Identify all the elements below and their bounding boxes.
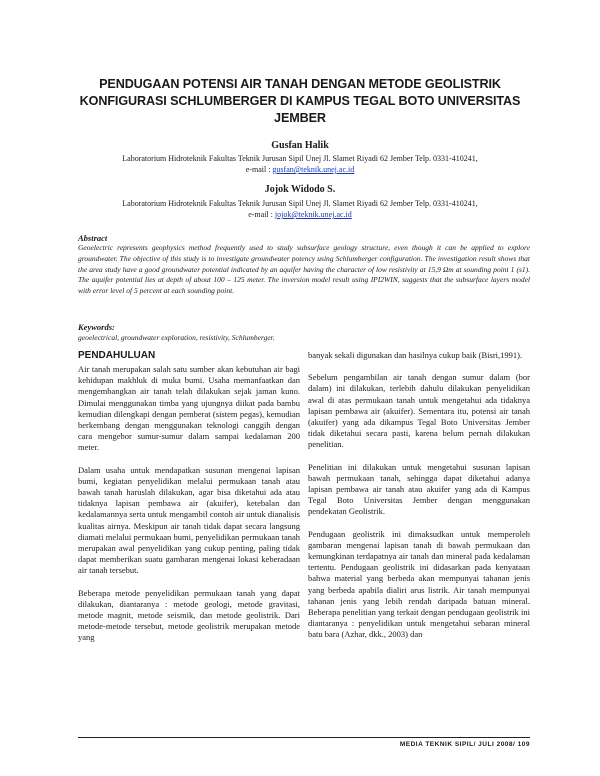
affiliation-text-1: Laboratorium Hidroteknik Fakultas Teknik Jurusan Sipil Unej Jl. Slamet Riyadi 62 Jember Telp. 0331-410241,	[122, 154, 478, 163]
body-paragraph: Beberapa metode penyelidikan permukaan tanah yang dapat dilakukan, diantaranya : metode geologi, metode gravitasi, metode magnit, metode seismik, dan metode geolistrik. Dari metode-metode tersebut, metode geolistrik merupakan metode yang	[78, 587, 300, 643]
footer-text: MEDIA TEKNIK SIPIL/ JULI 2008/ 109	[399, 741, 530, 748]
email-link-1[interactable]: gusfan@teknik.unej.ac.id	[272, 165, 355, 174]
author-name-1: Gusfan Halik	[271, 140, 329, 151]
keywords-text: geoelectrical, groundwater exploration, resistivity, Schlumberger.	[78, 333, 275, 342]
email-link-2[interactable]: jojok@teknik.unej.ac.id	[274, 210, 352, 219]
author-name-2: Jojok Widodo S.	[264, 184, 336, 195]
abstract-heading: Abstract	[78, 233, 108, 243]
body-paragraph: banyak sekali digunakan dan hasilnya cukup baik (Bisri,1991).	[308, 350, 523, 360]
paper-title: PENDUGAAN POTENSI AIR TANAH DENGAN METODE GEOLISTRIK KONFIGURASI SCHLUMBERGER DI KAMPUS TEGAL BOTO UNIVERSITAS JEMBER	[79, 77, 521, 125]
affiliation-text-2: Laboratorium Hidroteknik Fakultas Teknik Jurusan Sipil Unej Jl. Slamet Riyadi 62 Jember Telp. 0331-410241,	[122, 199, 478, 208]
abstract-text: Geoelectric represents geophysics method frequently used to study subsurface geology structure, even though it can be applied to explore groundwater. The objective of this study is to investigate groundwater potency using Schlumberger configuration. The investigation result shows that the area study have a good groundwater potential indicated by an aquifer having the character of low resistivity at 15,9 Ωm at sounding point 1 (s1). The aquifer potential lies at depth of about 100 – 125 meter. The inversion model result using IPI2WIN, suggests that the subsurface layers model with error level of 5 percent at each sounding point.	[78, 243, 530, 296]
keywords-heading: Keywords:	[78, 322, 115, 332]
email-label-1: e-mail :	[245, 165, 273, 174]
body-paragraph: Pendugaan geolistrik ini dimaksudkan untuk memperoleh gambaran mengenai lapisan tanah di bawah permukaan dan kemungkinan terdapatnya air tanah dan mineral pada kedalaman tertentu. Pendugaan geolistrik ini didasarkan pada kenyataan bahwa material yang berbeda akan mempunyai tahanan jenis yang berbeda apabila dialiri arus listrik. Air tanah mempunyai tahanan jenis yang lebih rendah daripada batuan mineral. Beberapa penelitian yang terkait dengan pendugaan geolistrik ini diantaranya : penyelidikan untuk mengetahui sebaran mineral batu bara (Azhar, dkk., 2003) dan	[308, 528, 530, 640]
body-paragraph: Dalam usaha untuk mendapatkan susunan mengenai lapisan bumi, kegiatan penyelidikan melalui permukaan tanah atau bawah tanah haruslah dilakukan, agar bisa diketahui ada atau tidaknya lapisan pembawa air (akuifer), ketebalan dan kedalamannya serta untuk mengambil contoh air untuk dianalisis kualitas airnya. Meskipun air tanah tidak dapat secara langsung diamati melalui permukaan bumi, penyelidikan permukaan tanah merupakan awal penyelidikan yang cukup penting, paling tidak dapat memberikan suatu gambaran mengenai lokasi keberadaan air tanah tersebut.	[78, 464, 300, 576]
author-affiliation-2	[40, 198, 560, 220]
page-footer	[78, 737, 530, 748]
body-paragraph: Sebelum pengambilan air tanah dengan sumur dalam (bor dalam) ini dilakukan, terlebih dahulu dilakukan penyelidikan awal di atas permukaan tanah untuk mengetahui ada tidaknya lapisan pembawa air (akuifer). Sementara itu, potensi air tanah (akuifer) yang ada dikampus Tegal Boto Universitas Jember tidak diketahui secara pasti, karena belum pernah dilakukan penelitian.	[308, 372, 530, 450]
email-line-1	[40, 164, 560, 175]
email-line-2	[40, 209, 560, 220]
left-column	[78, 350, 300, 655]
section-heading: PENDAHULUAN	[78, 350, 156, 361]
email-label-2: e-mail :	[248, 210, 275, 219]
right-column	[308, 350, 530, 652]
body-paragraph: Penelitian ini dilakukan untuk mengetahui susunan lapisan bawah permukaan tanah, sehingga dapat diketahui adanya lapisan pembawa air tanah atau akuifer yang ada di Kampus Tegal Boto Universitas Jember dengan menggunakan pendekatan Geolistrik.	[308, 461, 530, 517]
author-affiliation-1	[40, 153, 560, 175]
body-paragraph: Air tanah merupakan salah satu sumber akan kebutuhan air bagi kehidupan makhluk di muka bumi. Usaha memanfaatkan dan mengembangkan air tanah telah dilakukan sejak jaman kuno. Dimulai menggunakan timba yang ujungnya diikat pada bambu kemudian dilengkapi dengan pemberat (sistem pegas), kemudian berkembang dengan menggunakan teknologi canggih dengan cara mengebor sumur-sumur dalam sampai kedalaman 200 meter.	[78, 364, 300, 453]
